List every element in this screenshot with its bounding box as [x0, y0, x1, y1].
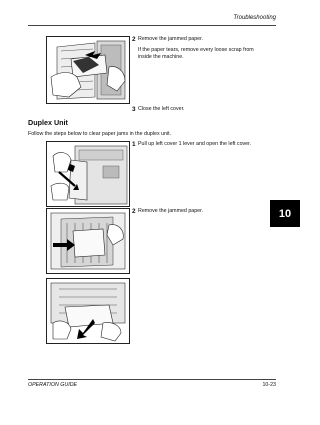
figure-remove-jammed-paper — [46, 36, 130, 104]
step-note: If the paper tears, remove every loose scrap from inside the machine. — [138, 47, 254, 60]
header-rule — [28, 25, 276, 26]
step-number: 2 — [132, 36, 136, 43]
footer-guide-name: OPERATION GUIDE — [28, 382, 78, 388]
step-number: 3 — [132, 106, 136, 113]
step-pull-lever — [132, 141, 266, 148]
chapter-tab: 10 — [270, 200, 300, 227]
page-number: 10-23 — [262, 382, 276, 388]
step-instruction: Remove the jammed paper. — [138, 208, 204, 214]
section-intro: Follow the steps below to clear paper jams in the duplex unit. — [28, 131, 172, 137]
step-close-left-cover — [132, 106, 266, 113]
step-number: 2 — [132, 208, 136, 215]
step-remove-jammed-paper — [132, 36, 266, 61]
step-instruction: Remove the jammed paper. — [138, 36, 204, 42]
figure-duplex-jam-inside — [46, 208, 130, 274]
running-header-title: Troubleshooting — [233, 15, 276, 21]
figure-duplex-jam-bottom — [46, 278, 130, 344]
step-instruction: Pull up left cover 1 lever and open the left cover. — [138, 141, 252, 147]
footer-rule — [28, 379, 276, 380]
figure-open-left-cover — [46, 141, 130, 207]
step-instruction: Close the left cover. — [138, 106, 185, 112]
step-number: 1 — [132, 141, 136, 148]
step-remove-duplex-paper — [132, 208, 266, 215]
section-heading: Duplex Unit — [28, 118, 68, 127]
